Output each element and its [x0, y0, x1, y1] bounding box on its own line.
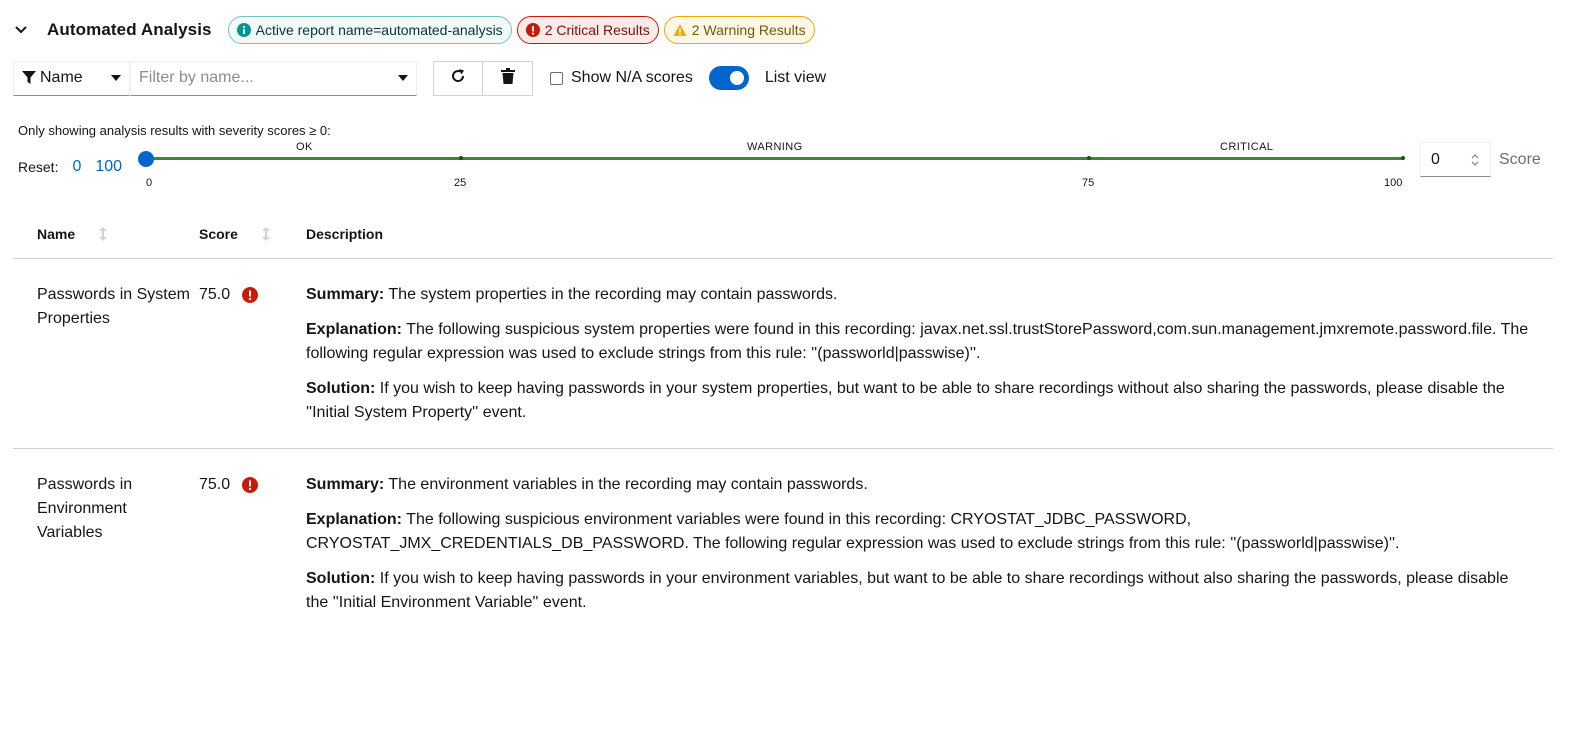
- trash-icon: [501, 68, 515, 89]
- explanation-paragraph: [306, 508, 1529, 556]
- solution-text: If you wish to keep having passwords in your environment variables, but want to be able to share recordings without also sharing the passwords, please disable the ''Initial Environment Variable'' event.: [306, 570, 1509, 611]
- table-row: [13, 259, 1553, 449]
- score-number-input[interactable]: [1420, 142, 1491, 177]
- column-score-label: Score: [199, 226, 238, 242]
- column-name-label: Name: [37, 226, 76, 242]
- slider-reset: [18, 157, 122, 177]
- summary-paragraph: [306, 283, 1529, 307]
- active-report-label: [228, 16, 512, 44]
- solution-label: Solution:: [306, 380, 376, 397]
- list-view-toggle[interactable]: [709, 66, 749, 90]
- exclamation-circle-icon: [242, 287, 258, 303]
- score-value: 75.0: [199, 286, 231, 303]
- results-table: [13, 210, 1553, 638]
- info-circle-icon: [237, 23, 251, 37]
- table-row: [13, 449, 1553, 638]
- filter-attribute-label: Name: [40, 69, 83, 86]
- warning-results-label: [664, 16, 815, 44]
- summary-label: Summary:: [306, 476, 385, 493]
- result-description: [306, 449, 1553, 638]
- slider-tick-100: [1401, 156, 1405, 160]
- solution-label: Solution:: [306, 570, 376, 587]
- show-na-scores-label: Show N/A scores: [571, 69, 693, 86]
- tick-label: 0: [146, 177, 153, 189]
- slider-tick-25: [459, 156, 463, 160]
- summary-text: The system properties in the recording may contain passwords.: [388, 286, 838, 303]
- reset-max-button[interactable]: 100: [95, 158, 123, 175]
- explanation-label: Explanation:: [306, 511, 403, 528]
- solution-paragraph: [306, 377, 1529, 425]
- tick-label: 75: [1082, 177, 1095, 189]
- explanation-text: The following suspicious environment variables were found in this recording: CRYOSTAT_JDBC_PASSWORD, CRYOSTAT_JMX_CREDENTIALS_DB_PASSWORD. The following regular expression was used to exclude strings from this rule: ''(passworld|passwise)''.: [306, 511, 1400, 552]
- refresh-button[interactable]: [433, 61, 483, 96]
- slider-caption: Only showing analysis results with severity scores ≥ 0:: [18, 123, 331, 138]
- result-score: [199, 259, 306, 448]
- explanation-label: Explanation:: [306, 321, 403, 338]
- result-name: Passwords in System Properties: [37, 286, 190, 327]
- exclamation-circle-icon: [242, 477, 258, 493]
- summary-label: Summary:: [306, 286, 385, 303]
- reset-min-button[interactable]: 0: [72, 158, 82, 175]
- sort-icon[interactable]: [262, 227, 270, 241]
- show-na-scores-checkbox[interactable]: [550, 69, 693, 87]
- explanation-paragraph: [306, 318, 1529, 366]
- delete-button[interactable]: [483, 61, 533, 96]
- result-description: [306, 259, 1553, 448]
- exclamation-circle-icon: [526, 23, 540, 37]
- zone-ok-label: OK: [296, 141, 313, 153]
- explanation-text: The following suspicious system properties were found in this recording: javax.net.ssl.trustStorePassword,com.sun.management.jmxremote.password.file. The following regular expression was used to exclude strings from this rule: ''(passworld|passwise)''.: [306, 321, 1529, 362]
- refresh-icon: [450, 68, 466, 89]
- column-description-header: Description: [306, 226, 384, 242]
- score-slider-thumb[interactable]: [138, 151, 154, 167]
- analysis-header: [13, 16, 820, 44]
- solution-paragraph: [306, 567, 1529, 615]
- reset-label: Reset:: [18, 159, 59, 175]
- score-value: 75.0: [199, 476, 231, 493]
- zone-warning-label: WARNING: [747, 141, 803, 153]
- caret-down-icon: [111, 75, 121, 81]
- score-slider-track[interactable]: [146, 157, 1404, 160]
- filter-name-input[interactable]: [130, 61, 417, 96]
- summary-paragraph: [306, 473, 1529, 497]
- sort-icon[interactable]: [99, 227, 107, 241]
- summary-text: The environment variables in the recording may contain passwords.: [388, 476, 868, 493]
- filter-attribute-select[interactable]: [13, 61, 130, 96]
- column-score-header[interactable]: [199, 226, 306, 242]
- filter-icon: [22, 71, 36, 85]
- slider-tick-75: [1087, 156, 1091, 160]
- tick-label: 25: [454, 177, 467, 189]
- critical-results-label: [517, 16, 659, 44]
- checkbox-box[interactable]: [550, 72, 563, 85]
- warning-results-text: 2 Warning Results: [691, 22, 806, 38]
- result-score: [199, 449, 306, 638]
- filter-toolbar: [13, 60, 826, 96]
- table-header: [13, 210, 1553, 259]
- result-name: Passwords in Environment Variables: [37, 476, 133, 541]
- solution-text: If you wish to keep having passwords in your system properties, but want to be able to share recordings without also sharing the passwords, please disable the ''Initial System Property'' event.: [306, 380, 1505, 421]
- zone-critical-label: CRITICAL: [1220, 141, 1274, 153]
- active-report-text: Active report name=automated-analysis: [255, 22, 503, 38]
- page-title: Automated Analysis: [47, 20, 212, 39]
- tick-label: 100: [1384, 177, 1403, 189]
- filter-name-placeholder: Filter by name...: [139, 69, 254, 86]
- critical-results-text: 2 Critical Results: [544, 22, 650, 38]
- chevron-down-icon[interactable]: [13, 22, 29, 38]
- caret-down-icon[interactable]: [398, 75, 408, 81]
- score-input-value: 0: [1431, 150, 1440, 168]
- list-view-label: List view: [764, 69, 827, 86]
- score-input-label: Score: [1499, 151, 1541, 168]
- spinner-icon[interactable]: [1470, 151, 1480, 169]
- column-name-header[interactable]: [13, 226, 199, 242]
- warning-triangle-icon: [673, 23, 687, 37]
